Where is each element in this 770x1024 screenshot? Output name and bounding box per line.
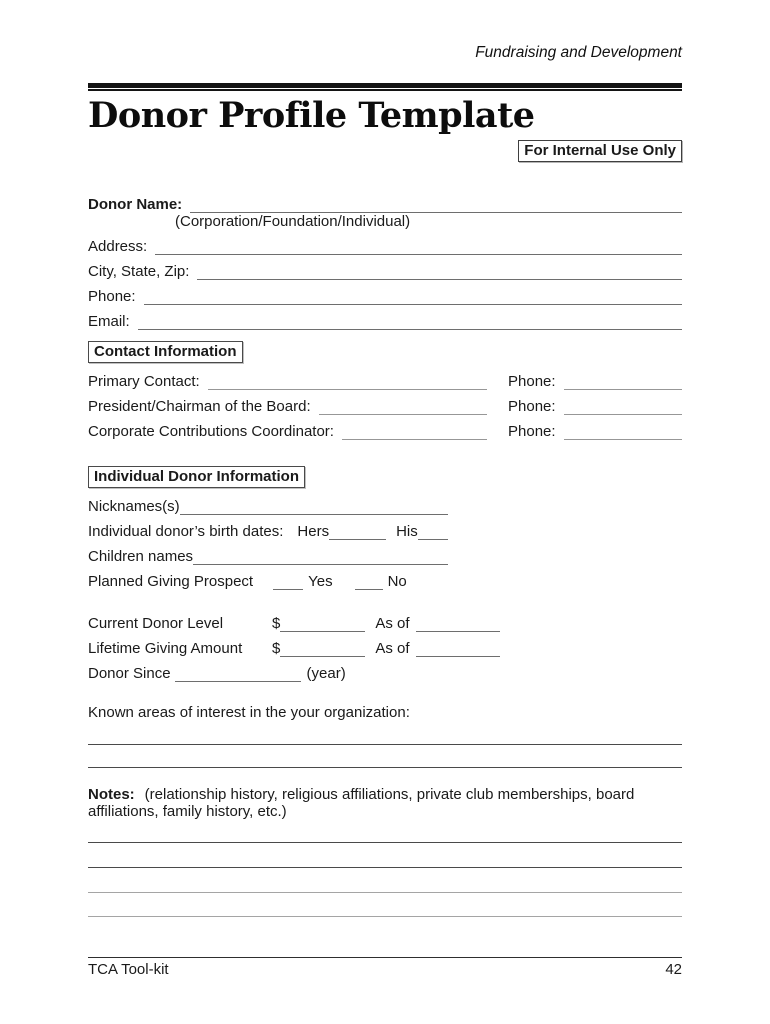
lifetime-giving-row xyxy=(88,637,682,657)
yes-label: Yes xyxy=(308,573,333,590)
email-label: Email: xyxy=(88,313,130,330)
phone-label: Phone: xyxy=(88,288,136,305)
contributions-coordinator-row xyxy=(88,420,682,440)
contact-information-section xyxy=(88,370,682,445)
notes-description: (relationship history, religious affiliations, private club memberships, board affiliations, family history, etc.) xyxy=(88,786,635,820)
address-label: Address: xyxy=(88,238,148,255)
phone-field-line xyxy=(144,303,682,305)
interest-line-2 xyxy=(88,767,682,768)
giving-section xyxy=(88,612,682,687)
email-row xyxy=(88,310,682,330)
donor-name-note-text: (Corporation/Foundation/Individual) xyxy=(175,213,411,230)
notes-section xyxy=(88,787,682,820)
footer xyxy=(88,961,682,978)
planned-giving-yes-line xyxy=(273,588,303,590)
header-section-title: Fundraising and Development xyxy=(475,44,682,61)
city-state-zip-field-line xyxy=(197,278,682,280)
year-note: (year) xyxy=(306,665,346,682)
donor-name-label: Donor Name: xyxy=(88,196,183,213)
nicknames-row xyxy=(88,495,448,515)
address-row xyxy=(88,235,682,255)
hers-label: Hers xyxy=(297,523,330,540)
primary-contact-phone-line xyxy=(564,388,682,390)
footer-page-number: 42 xyxy=(665,961,682,978)
donor-info-section xyxy=(88,193,682,330)
notes-line-1 xyxy=(88,842,682,843)
president-label: President/Chairman of the Board: xyxy=(88,398,311,415)
notes-line-2 xyxy=(88,867,682,868)
phone-row xyxy=(88,285,682,305)
interest-line-1 xyxy=(88,744,682,745)
donor-since-label: Donor Since xyxy=(88,665,171,682)
primary-contact-phone-label: Phone: xyxy=(508,373,556,390)
his-label: His xyxy=(396,523,418,540)
planned-giving-no-line xyxy=(355,588,383,590)
contact-information-heading xyxy=(88,341,243,363)
lifetime-as-of-line xyxy=(416,655,500,657)
primary-contact-label: Primary Contact: xyxy=(88,373,200,390)
notes-label: Notes: xyxy=(88,786,135,803)
current-as-of-line xyxy=(416,630,500,632)
lifetime-dollar-sign: $ xyxy=(272,640,281,657)
nicknames-label: Nicknames(s) xyxy=(88,498,180,515)
president-phone-line xyxy=(564,413,682,415)
individual-donor-heading xyxy=(88,466,305,488)
donor-name-note xyxy=(88,213,682,230)
footer-divider xyxy=(88,957,682,958)
address-field-line xyxy=(155,253,682,255)
contributions-coordinator-phone-label: Phone: xyxy=(508,423,556,440)
lifetime-giving-label: Lifetime Giving Amount xyxy=(88,640,243,657)
planned-giving-row xyxy=(88,570,682,590)
footer-left-text: TCA Tool-kit xyxy=(88,961,169,978)
header-divider-thin-line xyxy=(88,89,682,91)
donor-since-line xyxy=(175,680,301,682)
president-field-line xyxy=(319,413,487,415)
primary-contact-field-line xyxy=(208,388,487,390)
current-as-of-label: As of xyxy=(375,615,410,632)
current-donor-level-row xyxy=(88,612,682,632)
hers-field-line xyxy=(329,538,386,540)
city-state-zip-label: City, State, Zip: xyxy=(88,263,190,280)
current-dollar-sign: $ xyxy=(272,615,281,632)
header-divider xyxy=(88,83,682,91)
interest-label: Known areas of interest in the your organization: xyxy=(88,704,410,721)
donor-name-row xyxy=(88,193,682,213)
contributions-coordinator-label: Corporate Contributions Coordinator: xyxy=(88,423,334,440)
children-names-label: Children names xyxy=(88,548,194,565)
nicknames-field-line xyxy=(180,513,448,515)
birth-dates-row xyxy=(88,520,448,540)
his-field-line xyxy=(418,538,448,540)
contributions-coordinator-phone-line xyxy=(564,438,682,440)
notes-line-3 xyxy=(88,892,682,893)
lifetime-as-of-label: As of xyxy=(375,640,410,657)
children-names-field-line xyxy=(193,563,448,565)
president-row xyxy=(88,395,682,415)
page-title: Donor Profile Template xyxy=(88,95,535,136)
current-amount-line xyxy=(280,630,365,632)
no-label: No xyxy=(387,573,407,590)
header-divider-thick-line xyxy=(88,83,682,88)
lifetime-amount-line xyxy=(280,655,365,657)
individual-donor-heading-box: Individual Donor Information xyxy=(88,466,305,488)
current-donor-level-label: Current Donor Level xyxy=(88,615,224,632)
birth-dates-label: Individual donor’s birth dates: xyxy=(88,523,284,540)
donor-since-row xyxy=(88,662,682,682)
notes-line-4 xyxy=(88,916,682,917)
planned-giving-label: Planned Giving Prospect xyxy=(88,573,254,590)
individual-donor-section xyxy=(88,495,682,595)
city-state-zip-row xyxy=(88,260,682,280)
email-field-line xyxy=(138,328,682,330)
contributions-coordinator-field-line xyxy=(342,438,487,440)
children-names-row xyxy=(88,545,448,565)
primary-contact-row xyxy=(88,370,682,390)
internal-use-badge: For Internal Use Only xyxy=(518,140,682,162)
contact-information-heading-box: Contact Information xyxy=(88,341,243,363)
president-phone-label: Phone: xyxy=(508,398,556,415)
